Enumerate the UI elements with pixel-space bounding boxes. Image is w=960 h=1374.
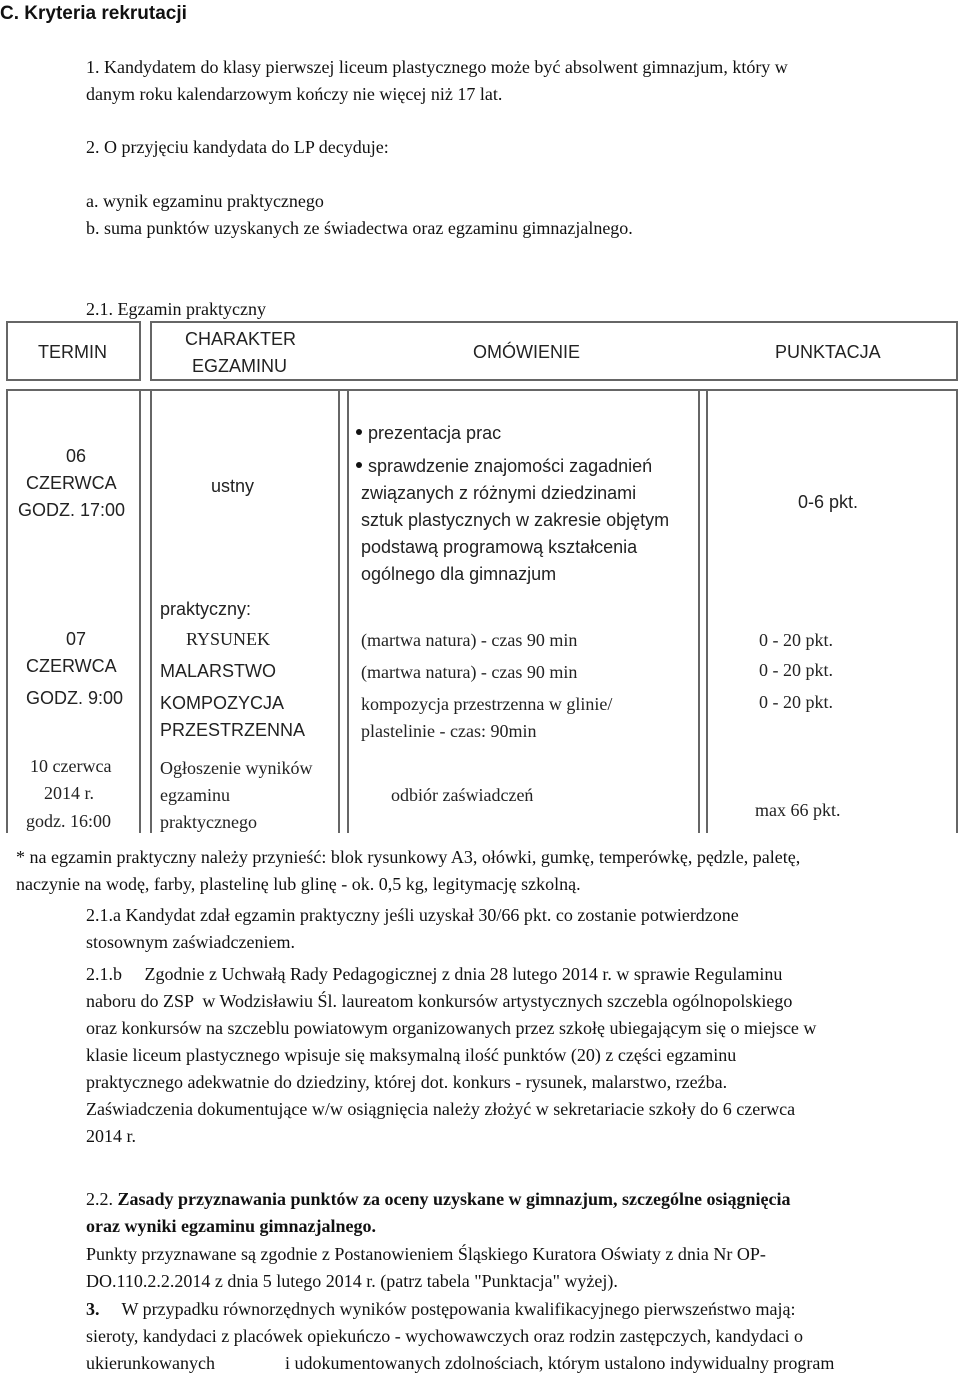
table-border: [338, 389, 340, 833]
table-border: [150, 389, 152, 833]
paragraph-2-1-b-line-1: 2.1.b Zgodnie z Uchwałą Rady Pedagogicznej z dnia 28 lutego 2014 r. w sprawie Regulaminu: [86, 964, 783, 984]
row2-omowienie-kompozycja-line-1: kompozycja przestrzenna w glinie/: [361, 694, 613, 714]
table-border: [956, 321, 958, 381]
paragraph-2-2-line-1: [86, 1186, 791, 1213]
table-border: [6, 389, 956, 391]
note-line-1: * na egzamin praktyczny należy przynieść: blok rysunkowy A3, ołówki, gumkę, temperówkę, pędzle, paletę,: [16, 847, 801, 867]
row2-termin-day: 07: [66, 629, 87, 649]
bullet-icon: [356, 462, 362, 468]
table-border: [6, 321, 8, 381]
paragraph-3-line-2: sieroty, kandydaci z placówek opiekuńczo - wychowawczych oraz rodzin zastępczych, kandydaci o: [86, 1326, 804, 1346]
row2-punkty-rysunek: 0 - 20 pkt.: [759, 630, 833, 650]
row2-termin-month: CZERWCA: [26, 656, 117, 676]
intro-paragraph-1-line-1: 1. Kandydatem do klasy pierwszej liceum plastycznego może być absolwent gimnazjum, który w: [86, 57, 788, 77]
paragraph-2-2-number: 2.2.: [86, 1189, 113, 1209]
table-border: [139, 389, 141, 833]
row2-charakter-rysunek: RYSUNEK: [186, 629, 271, 649]
row3-omowienie: odbiór zaświadczeń: [391, 785, 534, 805]
table-border: [698, 389, 700, 833]
row3-termin-time: godz. 16:00: [26, 811, 111, 831]
paragraph-2-2-line-3: Punkty przyznawane są zgodnie z Postanowieniem Śląskiego Kuratora Oświaty z dnia Nr OP-: [86, 1244, 766, 1264]
row2-omowienie-malarstwo: (martwa natura) - czas 90 min: [361, 662, 578, 682]
table-border: [706, 389, 708, 833]
row1-omowienie-line: ogólnego dla gimnazjum: [361, 564, 557, 584]
paragraph-3-line-3-a: ukierunkowanych: [86, 1353, 215, 1373]
section-title: C. Kryteria rekrutacji: [0, 3, 187, 24]
row1-termin-day: 06: [66, 446, 87, 466]
row1-omowienie-line: sztuk plastycznych w zakresie objętym: [361, 510, 670, 530]
header-punktacja: PUNKTACJA: [775, 342, 881, 362]
paragraph-2-1-b-line-2: naboru do ZSP w Wodzisławiu Śl. laureatom konkursów artystycznych szczebla ogólnopolskiego: [86, 991, 793, 1011]
intro-item-a: a. wynik egzaminu praktycznego: [86, 191, 324, 211]
row3-charakter-line-1: Ogłoszenie wyników: [160, 758, 313, 778]
paragraph-3-line-1-text: W przypadku równorzędnych wyników postępowania kwalifikacyjnego pierwszeństwo mają:: [121, 1299, 796, 1319]
paragraph-3-line-3-b: i udokumentowanych zdolnościach, którym ustalono indywidualny program: [285, 1353, 835, 1373]
paragraph-2-2-bold-line-2: oraz wyniki egzaminu gimnazjalnego.: [86, 1216, 376, 1236]
row1-omowienie-bullet-2-text: sprawdzenie znajomości zagadnień: [368, 456, 653, 476]
row2-omowienie-rysunek: (martwa natura) - czas 90 min: [361, 630, 578, 650]
row1-charakter: ustny: [211, 476, 255, 496]
row1-omowienie-bullet-1-text: prezentacja prac: [368, 423, 502, 443]
row2-omowienie-kompozycja-line-2: plastelinie - czas: 90min: [361, 721, 537, 741]
row3-termin-date: 10 czerwca: [30, 756, 112, 776]
row2-termin-time: GODZ. 9:00: [26, 688, 124, 708]
row3-punkty: max 66 pkt.: [755, 800, 841, 820]
row3-charakter-line-2: egzaminu: [160, 785, 230, 805]
row3-charakter-line-3: praktycznego: [160, 812, 257, 832]
header-termin: TERMIN: [38, 342, 107, 362]
table-border: [6, 321, 141, 323]
intro-paragraph-1-line-2: danym roku kalendarzowym kończy nie więcej niż 17 lat.: [86, 84, 503, 104]
paragraph-3-line-1: [86, 1296, 795, 1323]
table-border: [139, 321, 141, 381]
paragraph-3-number: 3.: [86, 1299, 100, 1319]
paragraph-2-2-bold-line-1: Zasady przyznawania punktów za oceny uzyskane w gimnazjum, szczególne osiągnięcia: [117, 1189, 791, 1209]
row2-punkty-kompozycja: 0 - 20 pkt.: [759, 692, 833, 712]
row2-charakter-malarstwo: MALARSTWO: [160, 661, 277, 681]
table-border: [150, 321, 152, 381]
row3-termin-year: 2014 r.: [44, 783, 95, 803]
header-charakter-line-1: CHARAKTER: [185, 329, 297, 349]
exam-heading: 2.1. Egzamin praktyczny: [86, 299, 266, 319]
note-line-2: naczynie na wodę, farby, plastelinę lub glinę - ok. 0,5 kg, legitymację szkolną.: [16, 874, 581, 894]
header-omowienie: OMÓWIENIE: [473, 342, 580, 362]
row2-charakter-przestrzenna: PRZESTRZENNA: [160, 720, 306, 740]
row1-omowienie-line: związanych z różnymi dziedzinami: [361, 483, 637, 503]
row1-termin-month: CZERWCA: [26, 473, 117, 493]
table-border: [347, 389, 349, 833]
bullet-icon: [356, 429, 362, 435]
paragraph-2-1-b-line-6: Zaświadczenia dokumentujące w/w osiągnięcia należy złożyć w sekretariacie szkoły do 6 czerwca: [86, 1099, 796, 1119]
row1-omowienie-bullet-1: [356, 420, 501, 447]
table-border: [150, 321, 958, 323]
intro-paragraph-2: 2. O przyjęciu kandydata do LP decyduje:: [86, 137, 389, 157]
row1-termin-time: GODZ. 17:00: [18, 500, 126, 520]
row2-charakter-label: praktyczny:: [160, 599, 252, 619]
intro-item-b: b. suma punktów uzyskanych ze świadectwa oraz egzaminu gimnazjalnego.: [86, 218, 633, 238]
row1-omowienie-line: podstawą programową kształcenia: [361, 537, 638, 557]
header-charakter-line-2: EGZAMINU: [192, 356, 288, 376]
paragraph-2-1-b-line-5: praktycznego adekwatnie do dziedziny, której dot. konkurs - rysunek, malarstwo, rzeźba.: [86, 1072, 728, 1092]
paragraph-2-1-b-line-4: klasie liceum plastycznego wpisuje się maksymalną ilość punktów (20) z części egzaminu: [86, 1045, 737, 1065]
paragraph-2-1-b-line-7: 2014 r.: [86, 1126, 137, 1146]
paragraph-2-1-b-line-3: oraz konkursów na szczeblu powiatowym organizowanych przez szkołę ubiegającym się o miejsce w: [86, 1018, 817, 1038]
row1-omowienie-bullet-2: [356, 453, 652, 480]
row2-charakter-kompozycja: KOMPOZYCJA: [160, 693, 285, 713]
row2-punkty-malarstwo: 0 - 20 pkt.: [759, 660, 833, 680]
table-border: [956, 389, 958, 833]
table-border: [6, 379, 141, 381]
paragraph-2-1-a-line-1: 2.1.a Kandydat zdał egzamin praktyczny jeśli uzyskał 30/66 pkt. co zostanie potwierdzone: [86, 905, 739, 925]
paragraph-2-1-a-line-2: stosownym zaświadczeniem.: [86, 932, 295, 952]
paragraph-2-2-line-4: DO.110.2.2.2014 z dnia 5 lutego 2014 r. (patrz tabela "Punktacja" wyżej).: [86, 1271, 618, 1291]
row1-punkty: 0-6 pkt.: [798, 492, 859, 512]
table-border: [6, 389, 8, 833]
